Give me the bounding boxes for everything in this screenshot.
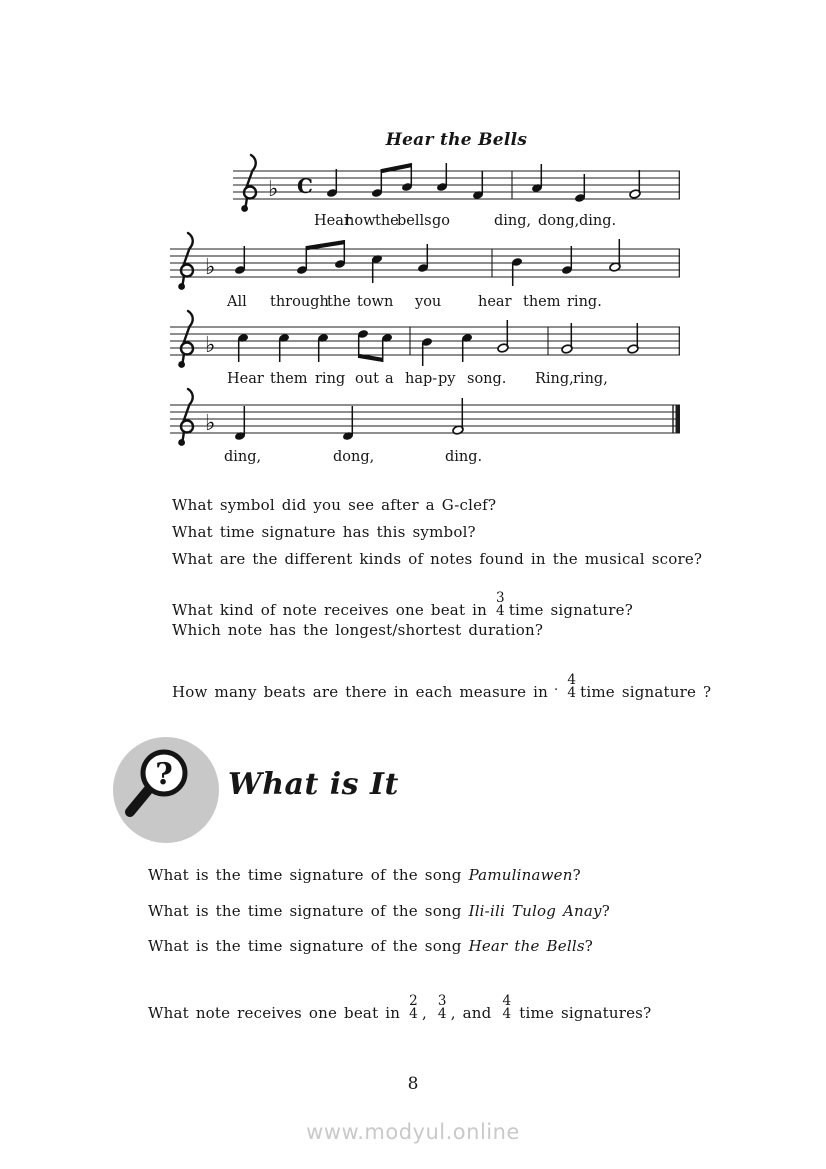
lyric-word: out — [355, 371, 379, 387]
time-signature-4-4 — [502, 995, 511, 1021]
lyric-word: Ring, — [535, 371, 574, 387]
question-text: How many beats are there in each measure in — [172, 683, 548, 701]
treble-clef-icon — [241, 155, 256, 212]
question-mark-glyph: ? — [155, 757, 173, 792]
page-number: 8 — [407, 1074, 419, 1094]
question-ts-ili-ili — [148, 902, 610, 920]
lyric-word: ring, — [573, 371, 608, 387]
question-one-beat-3-4 — [172, 592, 633, 619]
watermark: www.modyul.online — [306, 1120, 520, 1144]
lyric-word: ding, — [494, 213, 532, 229]
time-signature-3-4 — [438, 995, 447, 1021]
lyric-word: Hear — [314, 213, 351, 229]
flat-sign-icon: ♭ — [205, 333, 216, 358]
flat-sign-icon: ♭ — [268, 177, 279, 202]
lyric-word: ding. — [579, 213, 617, 229]
lyric-word: town — [357, 294, 394, 310]
question-beats-per-measure-4-4 — [172, 674, 711, 701]
question-text: time signature? — [508, 601, 633, 619]
song-title: Hear the Bells — [385, 130, 528, 150]
eighth-beam — [381, 163, 411, 173]
lyric-word: hap- — [405, 371, 438, 387]
lyric-word: you — [415, 294, 442, 310]
lyric-word: song. — [467, 371, 507, 387]
question-longest-shortest: Which note has the longest/shortest duration? — [172, 621, 544, 639]
question-text: What is the time signature of the song — [148, 866, 462, 884]
question-text: What is the time signature of the song — [148, 937, 462, 955]
question-text: time signatures? — [519, 1004, 652, 1022]
song-name-italic: Pamulinawen — [468, 866, 573, 884]
question-kinds-of-notes: What are the different kinds of notes found in the musical score? — [172, 550, 703, 568]
separator: , — [421, 1004, 427, 1022]
time-sig-denominator: 4 — [496, 603, 505, 619]
lyric-word: ring — [315, 371, 346, 387]
treble-clef-icon — [178, 311, 193, 368]
time-sig-numerator: 3 — [496, 590, 505, 606]
magnifier-question-icon — [111, 735, 221, 845]
separator: , and — [450, 1004, 492, 1022]
time-sig-numerator: 4 — [567, 672, 577, 688]
lyric-word: how — [345, 213, 376, 229]
lyric-word: dong, — [333, 449, 375, 465]
lyric-word: ring. — [567, 294, 602, 310]
stray-dot: . — [554, 679, 559, 694]
question-text: ? — [584, 937, 593, 955]
treble-clef-icon — [178, 389, 193, 446]
question-text: What is the time signature of the song — [148, 902, 462, 920]
flat-sign-icon: ♭ — [205, 255, 216, 280]
time-sig-denominator: 4 — [502, 1006, 512, 1022]
lyric-word: py — [438, 371, 456, 387]
lyric-word: ding. — [445, 449, 483, 465]
lyric-word: the — [375, 213, 399, 229]
lyric-word: them — [523, 294, 561, 310]
lyric-word: ding, — [224, 449, 262, 465]
time-sig-numerator: 3 — [437, 993, 447, 1009]
question-text: ? — [601, 902, 610, 920]
lyric-word: the — [327, 294, 351, 310]
question-ts-pamulinawen — [148, 866, 581, 884]
question-one-beat-2-3-4 — [148, 995, 651, 1022]
question-time-signature-symbol: What time signature has this symbol? — [172, 523, 476, 541]
question-text: ? — [572, 866, 581, 884]
time-signature-4-4 — [567, 674, 576, 700]
flat-sign-icon: ♭ — [205, 411, 216, 436]
question-ts-hear-the-bells — [148, 937, 593, 955]
question-symbol-after-gclef: What symbol did you see after a G-clef? — [172, 496, 497, 514]
time-sig-numerator: 2 — [409, 993, 418, 1009]
lyric-word: dong, — [538, 213, 580, 229]
song-name-italic: Hear the Bells — [468, 937, 585, 955]
lyric-word: go — [432, 213, 451, 229]
lyric-word: hear — [478, 294, 512, 310]
treble-clef-icon — [178, 233, 193, 290]
question-text: What note receives one beat in — [148, 1004, 401, 1022]
section-heading: What is It — [228, 767, 399, 802]
time-sig-denominator: 4 — [567, 685, 577, 701]
time-sig-denominator: 4 — [437, 1006, 447, 1022]
lyric-word: bells — [397, 213, 432, 229]
lyric-word: a — [385, 371, 394, 387]
time-sig-numerator: 4 — [502, 993, 512, 1009]
time-signature-3-4 — [496, 592, 505, 618]
lyric-word: through — [270, 294, 329, 310]
time-sig-denominator: 4 — [409, 1006, 418, 1022]
common-time-icon: C — [297, 174, 313, 198]
question-text: What kind of note receives one beat in — [172, 601, 488, 619]
question-text: time signature ? — [580, 683, 712, 701]
lyric-word: them — [270, 371, 308, 387]
lyric-word: Hear — [227, 371, 264, 387]
time-signature-2-4 — [409, 995, 418, 1021]
lyric-word: All — [227, 294, 247, 310]
song-name-italic: Ili-ili Tulog Anay — [468, 902, 602, 920]
